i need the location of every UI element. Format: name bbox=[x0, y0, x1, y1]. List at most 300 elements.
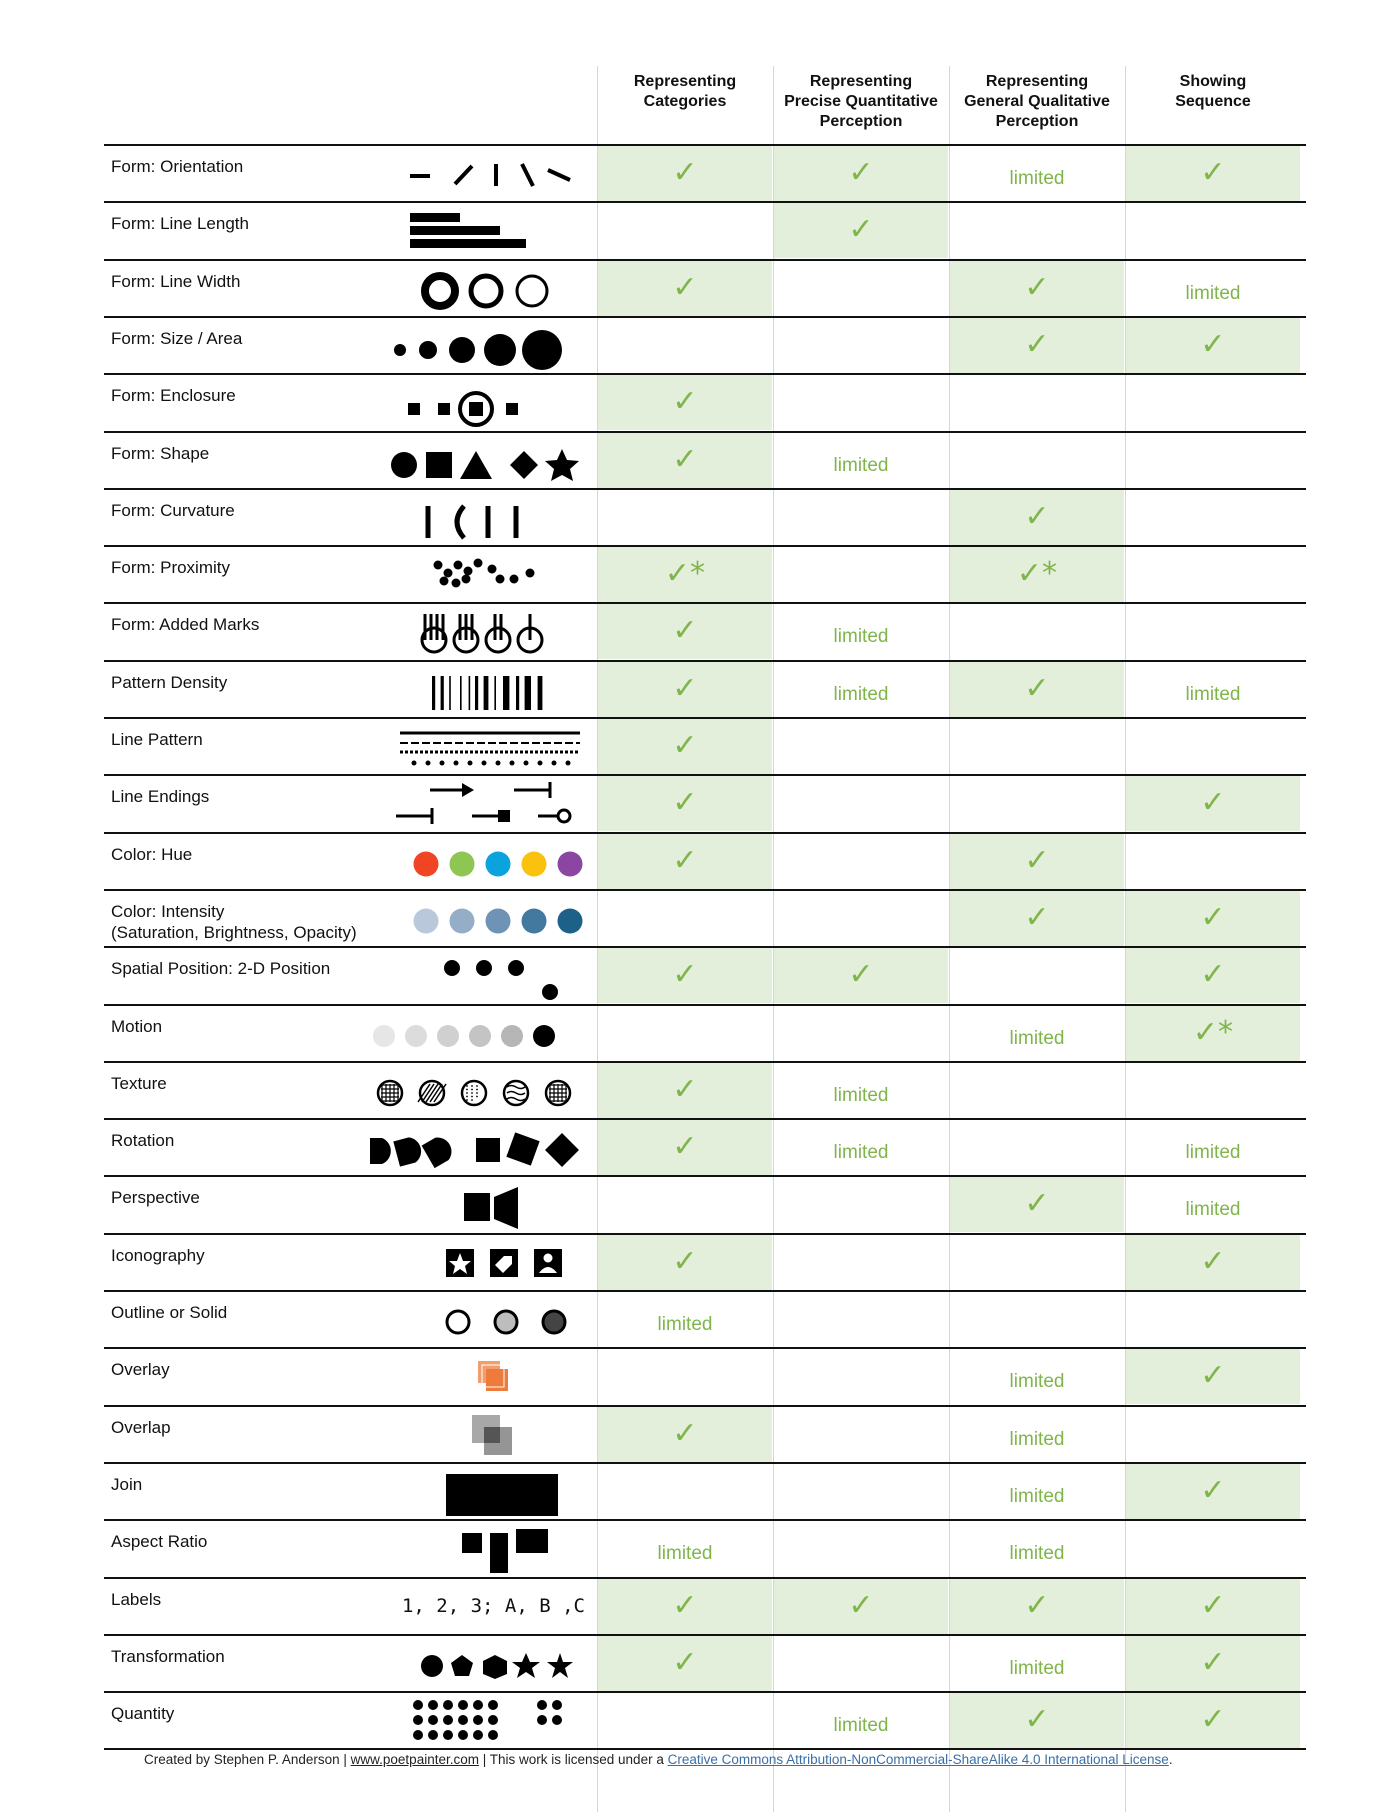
variable-label: Form: Size / Area bbox=[111, 329, 243, 348]
line-pattern-icon bbox=[370, 721, 595, 772]
rating-cell bbox=[774, 1521, 948, 1576]
variable-label: Rotation bbox=[111, 1131, 175, 1150]
row-rule bbox=[104, 1233, 1306, 1235]
check-icon: ✓ bbox=[672, 270, 698, 305]
check-star-icon: ✓* bbox=[1192, 1015, 1234, 1050]
rating-cell bbox=[598, 261, 772, 316]
visual-example bbox=[370, 1179, 595, 1230]
outline-solid-circles-icon bbox=[370, 1294, 595, 1345]
row-rule bbox=[104, 774, 1306, 776]
rating-cell bbox=[950, 1407, 1124, 1462]
visual-example bbox=[370, 1008, 595, 1059]
rating-cell bbox=[1126, 1636, 1300, 1691]
rating-cell bbox=[1126, 1063, 1300, 1118]
rating-cell bbox=[774, 318, 948, 373]
row-rule bbox=[104, 1347, 1306, 1349]
variable-label: Form: Added Marks bbox=[111, 615, 260, 634]
row-rule bbox=[104, 1290, 1306, 1292]
footer bbox=[144, 1752, 1173, 1767]
table-row bbox=[0, 1636, 1400, 1691]
rating-cell bbox=[598, 203, 772, 258]
overlap-squares-icon bbox=[370, 1409, 595, 1460]
perspective-shapes-icon bbox=[370, 1179, 595, 1230]
line-length-bars-icon bbox=[370, 205, 595, 256]
row-rule bbox=[104, 889, 1306, 891]
check-icon: ✓ bbox=[672, 1588, 698, 1623]
rating-cell bbox=[950, 1464, 1124, 1519]
row-rule bbox=[104, 1748, 1306, 1750]
column-header: Representing General Qualitative Perception bbox=[964, 73, 1110, 130]
rating-cell bbox=[1126, 146, 1300, 201]
rating-cell bbox=[598, 604, 772, 659]
check-icon: ✓ bbox=[1024, 270, 1050, 305]
rotation-shapes-icon bbox=[370, 1122, 595, 1173]
rating-cell bbox=[1126, 1521, 1300, 1576]
visual-example bbox=[370, 778, 595, 829]
table-row bbox=[0, 261, 1400, 316]
check-icon: ✓ bbox=[672, 1244, 698, 1279]
limited-label: limited bbox=[1185, 684, 1241, 705]
check-icon: ✓ bbox=[1024, 499, 1050, 534]
check-icon: ✓ bbox=[672, 384, 698, 419]
added-marks-circles-icon bbox=[370, 606, 595, 657]
orientation-lines-icon bbox=[370, 148, 595, 199]
variable-label: Transformation bbox=[111, 1647, 225, 1666]
visual-example bbox=[370, 1409, 595, 1460]
variable-label: Form: Shape bbox=[111, 444, 210, 463]
rating-cell bbox=[774, 1693, 948, 1748]
rating-cell bbox=[598, 547, 772, 602]
limited-label: limited bbox=[833, 684, 889, 705]
rating-cell bbox=[950, 261, 1124, 316]
row-rule bbox=[104, 1462, 1306, 1464]
variable-label: Color: Intensity (Saturation, Brightness, Opacity) bbox=[111, 902, 357, 942]
rating-cell bbox=[950, 1579, 1124, 1634]
variable-label: Spatial Position: 2-D Position bbox=[111, 959, 331, 978]
limited-label: limited bbox=[1009, 168, 1065, 189]
limited-label: limited bbox=[833, 455, 889, 476]
table-row bbox=[0, 662, 1400, 717]
rating-cell bbox=[1126, 1407, 1300, 1462]
rating-cell bbox=[598, 318, 772, 373]
visual-example bbox=[370, 1695, 595, 1746]
rating-cell bbox=[598, 834, 772, 889]
rating-cell bbox=[774, 948, 948, 1003]
rating-cell bbox=[950, 948, 1124, 1003]
limited-label: limited bbox=[1185, 1199, 1241, 1220]
check-icon: ✓ bbox=[848, 957, 874, 992]
rating-cell bbox=[950, 776, 1124, 831]
website-link[interactable]: www.poetpainter.com bbox=[350, 1752, 479, 1767]
footer-end: . bbox=[1168, 1752, 1173, 1767]
rating-cell bbox=[774, 1235, 948, 1290]
check-icon: ✓ bbox=[672, 442, 698, 477]
check-icon: ✓ bbox=[672, 1129, 698, 1164]
check-icon: ✓ bbox=[1024, 900, 1050, 935]
rating-cell bbox=[598, 1521, 772, 1576]
check-icon: ✓ bbox=[848, 1588, 874, 1623]
shapes-icon bbox=[370, 435, 595, 486]
overlay-squares-icon bbox=[370, 1351, 595, 1402]
check-icon: ✓ bbox=[672, 671, 698, 706]
line-endings-arrows-icon bbox=[370, 778, 595, 829]
rating-cell bbox=[1126, 1235, 1300, 1290]
row-rule bbox=[104, 717, 1306, 719]
rating-cell bbox=[598, 719, 772, 774]
rating-cell bbox=[950, 604, 1124, 659]
rating-cell bbox=[598, 146, 772, 201]
check-star-icon: ✓* bbox=[1016, 556, 1058, 591]
rating-cell bbox=[1126, 776, 1300, 831]
rating-cell bbox=[950, 1521, 1124, 1576]
check-icon: ✓ bbox=[672, 1416, 698, 1451]
enclosure-squares-icon bbox=[370, 377, 595, 428]
rating-cell bbox=[774, 1006, 948, 1061]
rating-cell bbox=[598, 1120, 772, 1175]
rating-cell bbox=[950, 203, 1124, 258]
rating-cell bbox=[950, 834, 1124, 889]
visual-example bbox=[370, 893, 595, 944]
rating-cell bbox=[598, 1636, 772, 1691]
rating-cell bbox=[774, 891, 948, 946]
visual-example bbox=[370, 492, 595, 543]
check-icon: ✓ bbox=[1200, 1358, 1226, 1393]
row-rule bbox=[104, 431, 1306, 433]
rating-cell bbox=[950, 547, 1124, 602]
rating-cell bbox=[1126, 719, 1300, 774]
position-dots-icon bbox=[370, 950, 595, 1001]
rating-cell bbox=[950, 1177, 1124, 1232]
rating-cell bbox=[1126, 203, 1300, 258]
visual-example bbox=[370, 836, 595, 887]
check-icon: ✓ bbox=[672, 1072, 698, 1107]
rating-cell bbox=[1126, 1006, 1300, 1061]
visual-example bbox=[370, 950, 595, 1001]
table-row bbox=[0, 604, 1400, 659]
rating-cell bbox=[950, 719, 1124, 774]
rating-cell bbox=[774, 203, 948, 258]
table-row bbox=[0, 948, 1400, 1003]
rating-cell bbox=[950, 1006, 1124, 1061]
row-rule bbox=[104, 1405, 1306, 1407]
variable-label: Aspect Ratio bbox=[111, 1532, 208, 1551]
table-row bbox=[0, 1407, 1400, 1462]
license-link[interactable]: Creative Commons Attribution-NonCommercial-ShareAlike 4.0 International License bbox=[667, 1752, 1169, 1767]
transformation-shapes-icon bbox=[370, 1638, 595, 1689]
table-row bbox=[0, 834, 1400, 889]
table-row bbox=[0, 1521, 1400, 1576]
variable-label: Form: Enclosure bbox=[111, 386, 236, 405]
visual-example bbox=[370, 1065, 595, 1116]
row-rule bbox=[104, 660, 1306, 662]
row-rule bbox=[104, 832, 1306, 834]
row-rule bbox=[104, 373, 1306, 375]
rating-cell bbox=[598, 776, 772, 831]
check-icon: ✓ bbox=[1200, 327, 1226, 362]
rating-cell bbox=[1126, 1579, 1300, 1634]
table-row bbox=[0, 1063, 1400, 1118]
rating-cell bbox=[774, 604, 948, 659]
row-rule bbox=[104, 316, 1306, 318]
visual-example bbox=[370, 721, 595, 772]
rating-cell bbox=[1126, 1693, 1300, 1748]
rating-cell bbox=[598, 1177, 772, 1232]
hue-dots-icon bbox=[370, 836, 595, 887]
check-icon: ✓ bbox=[672, 957, 698, 992]
rating-cell bbox=[950, 375, 1124, 430]
limited-label: limited bbox=[1009, 1543, 1065, 1564]
rating-cell bbox=[950, 662, 1124, 717]
row-rule bbox=[104, 201, 1306, 203]
rating-cell bbox=[774, 375, 948, 430]
row-rule bbox=[104, 1577, 1306, 1579]
row-rule bbox=[104, 1519, 1306, 1521]
visual-example bbox=[370, 263, 595, 314]
variable-label: Line Pattern bbox=[111, 730, 203, 749]
visual-example bbox=[370, 1581, 595, 1632]
visual-example bbox=[370, 148, 595, 199]
rating-cell bbox=[1126, 891, 1300, 946]
size-circles-icon bbox=[370, 320, 595, 371]
column-header: Representing Precise Quantitative Perception bbox=[784, 73, 938, 130]
rating-cell bbox=[950, 1120, 1124, 1175]
line-width-rings-icon bbox=[370, 263, 595, 314]
rating-cell bbox=[774, 1407, 948, 1462]
limited-label: limited bbox=[1009, 1429, 1065, 1450]
variable-label: Motion bbox=[111, 1017, 163, 1036]
rating-cell bbox=[774, 1063, 948, 1118]
limited-label: limited bbox=[1185, 283, 1241, 304]
limited-label: limited bbox=[1185, 1142, 1241, 1163]
rating-cell bbox=[950, 891, 1124, 946]
check-icon: ✓ bbox=[1024, 327, 1050, 362]
rating-cell bbox=[774, 547, 948, 602]
check-star-icon: ✓* bbox=[664, 556, 706, 591]
variable-label: Pattern Density bbox=[111, 673, 228, 692]
column-header: Showing Sequence bbox=[1175, 73, 1251, 110]
rating-cell bbox=[598, 490, 772, 545]
row-rule bbox=[104, 1175, 1306, 1177]
check-icon: ✓ bbox=[848, 155, 874, 190]
limited-label: limited bbox=[1009, 1371, 1065, 1392]
rating-cell bbox=[950, 1063, 1124, 1118]
visual-example bbox=[370, 1638, 595, 1689]
rating-cell bbox=[598, 1292, 772, 1347]
visual-example bbox=[370, 1466, 595, 1517]
rating-cell bbox=[598, 1063, 772, 1118]
table-row bbox=[0, 1235, 1400, 1290]
rating-cell bbox=[950, 490, 1124, 545]
row-rule bbox=[104, 602, 1306, 604]
motion-dots-icon bbox=[370, 1008, 595, 1059]
variable-label: Perspective bbox=[111, 1188, 200, 1207]
rating-cell bbox=[1126, 318, 1300, 373]
row-rule bbox=[104, 259, 1306, 261]
rating-cell bbox=[950, 1349, 1124, 1404]
rating-cell bbox=[598, 1349, 772, 1404]
variable-label: Form: Line Width bbox=[111, 272, 241, 291]
aspect-ratio-rectangles-icon bbox=[370, 1523, 595, 1574]
barcode-pattern-icon bbox=[370, 664, 595, 715]
check-icon: ✓ bbox=[672, 785, 698, 820]
row-rule bbox=[104, 1118, 1306, 1120]
rating-cell bbox=[774, 1636, 948, 1691]
footer-separator: | This work is licensed under a bbox=[478, 1752, 668, 1767]
credit-text: Created by Stephen P. Anderson | bbox=[144, 1752, 351, 1767]
check-icon: ✓ bbox=[1024, 843, 1050, 878]
quantity-dots-icon bbox=[370, 1695, 595, 1746]
visual-example bbox=[370, 1351, 595, 1402]
visual-example bbox=[370, 435, 595, 486]
rating-cell bbox=[774, 490, 948, 545]
variable-label: Labels bbox=[111, 1590, 162, 1609]
table-row bbox=[0, 203, 1400, 258]
rating-cell bbox=[950, 1292, 1124, 1347]
table-row bbox=[0, 891, 1400, 946]
limited-label: limited bbox=[1009, 1658, 1065, 1679]
variable-label: Join bbox=[111, 1475, 143, 1494]
column-header: Representing Categories bbox=[633, 73, 737, 110]
row-rule bbox=[104, 1004, 1306, 1006]
variable-label: Form: Proximity bbox=[111, 558, 230, 577]
variable-label: Quantity bbox=[111, 1704, 175, 1723]
iconography-badges-icon bbox=[370, 1237, 595, 1288]
limited-label: limited bbox=[657, 1314, 713, 1335]
variable-label: Texture bbox=[111, 1074, 167, 1093]
check-icon: ✓ bbox=[848, 212, 874, 247]
variable-label: Color: Hue bbox=[111, 845, 193, 864]
texture-circles-icon bbox=[370, 1065, 595, 1116]
row-rule bbox=[104, 488, 1306, 490]
visual-example bbox=[370, 377, 595, 428]
table-row bbox=[0, 1464, 1400, 1519]
variable-label: Form: Curvature bbox=[111, 501, 235, 520]
variable-label: Overlap bbox=[111, 1418, 171, 1437]
rating-cell bbox=[1126, 1177, 1300, 1232]
variable-label: Line Endings bbox=[111, 787, 210, 806]
rating-cell bbox=[950, 318, 1124, 373]
variable-label: Iconography bbox=[111, 1246, 205, 1265]
rating-cell bbox=[950, 1636, 1124, 1691]
rating-cell bbox=[1126, 490, 1300, 545]
curvature-lines-icon bbox=[370, 492, 595, 543]
rating-cell bbox=[1126, 261, 1300, 316]
limited-label: limited bbox=[1009, 1486, 1065, 1507]
rating-cell bbox=[950, 433, 1124, 488]
rating-cell bbox=[598, 433, 772, 488]
rating-cell bbox=[598, 891, 772, 946]
check-icon: ✓ bbox=[1200, 957, 1226, 992]
row-rule bbox=[104, 1061, 1306, 1063]
visual-example bbox=[370, 205, 595, 256]
join-rectangle-icon bbox=[370, 1466, 595, 1517]
table-row bbox=[0, 318, 1400, 373]
check-icon: ✓ bbox=[1200, 1645, 1226, 1680]
visual-example bbox=[370, 549, 595, 600]
rating-cell bbox=[1126, 1464, 1300, 1519]
rating-cell bbox=[774, 146, 948, 201]
table-row bbox=[0, 433, 1400, 488]
check-icon: ✓ bbox=[1200, 1702, 1226, 1737]
visual-example bbox=[370, 606, 595, 657]
rating-cell bbox=[598, 1693, 772, 1748]
visual-example bbox=[370, 1237, 595, 1288]
rating-cell bbox=[774, 1120, 948, 1175]
rating-cell bbox=[774, 1464, 948, 1519]
rating-cell bbox=[1126, 834, 1300, 889]
rating-cell bbox=[598, 1464, 772, 1519]
table-row bbox=[0, 1120, 1400, 1175]
table-row bbox=[0, 1006, 1400, 1061]
check-icon: ✓ bbox=[1200, 155, 1226, 190]
table-row bbox=[0, 490, 1400, 545]
rating-cell bbox=[1126, 375, 1300, 430]
rating-cell bbox=[598, 662, 772, 717]
row-rule bbox=[104, 545, 1306, 547]
check-icon: ✓ bbox=[1024, 1702, 1050, 1737]
proximity-dots-icon bbox=[370, 549, 595, 600]
rating-cell bbox=[774, 719, 948, 774]
table-row bbox=[0, 547, 1400, 602]
table-row bbox=[0, 719, 1400, 774]
check-icon: ✓ bbox=[1024, 1186, 1050, 1221]
table-row bbox=[0, 776, 1400, 831]
check-icon: ✓ bbox=[1200, 1588, 1226, 1623]
check-icon: ✓ bbox=[1200, 900, 1226, 935]
table-row bbox=[0, 1693, 1400, 1748]
rating-cell bbox=[598, 1235, 772, 1290]
limited-label: limited bbox=[833, 1085, 889, 1106]
table-row bbox=[0, 1177, 1400, 1232]
rating-cell bbox=[774, 662, 948, 717]
rating-cell bbox=[1126, 1120, 1300, 1175]
limited-label: limited bbox=[1009, 1028, 1065, 1049]
labels-text-icon: 1, 2, 3; A, B ,C bbox=[401, 1595, 585, 1617]
visual-example bbox=[370, 320, 595, 371]
rating-cell bbox=[950, 1693, 1124, 1748]
rating-cell bbox=[1126, 547, 1300, 602]
rating-cell bbox=[1126, 433, 1300, 488]
check-icon: ✓ bbox=[672, 1645, 698, 1680]
check-icon: ✓ bbox=[1200, 785, 1226, 820]
row-rule bbox=[104, 1691, 1306, 1693]
check-icon: ✓ bbox=[1200, 1473, 1226, 1508]
check-icon: ✓ bbox=[672, 728, 698, 763]
rating-cell bbox=[774, 1349, 948, 1404]
row-rule bbox=[104, 144, 1306, 146]
table-row bbox=[0, 375, 1400, 430]
check-icon: ✓ bbox=[672, 613, 698, 648]
visual-example bbox=[370, 1294, 595, 1345]
table-row bbox=[0, 1292, 1400, 1347]
check-icon: ✓ bbox=[1024, 671, 1050, 706]
table-row bbox=[0, 1349, 1400, 1404]
variable-label: Form: Orientation bbox=[111, 157, 244, 176]
rating-cell bbox=[1126, 948, 1300, 1003]
visual-example bbox=[370, 1122, 595, 1173]
limited-label: limited bbox=[833, 1715, 889, 1736]
visual-example bbox=[370, 1523, 595, 1574]
rating-cell bbox=[1126, 604, 1300, 659]
rating-cell bbox=[774, 261, 948, 316]
variable-label: Form: Line Length bbox=[111, 214, 249, 233]
rating-cell bbox=[774, 1579, 948, 1634]
rating-cell bbox=[598, 948, 772, 1003]
row-rule bbox=[104, 946, 1306, 948]
rating-cell bbox=[598, 1006, 772, 1061]
rating-cell bbox=[1126, 662, 1300, 717]
limited-label: limited bbox=[833, 626, 889, 647]
